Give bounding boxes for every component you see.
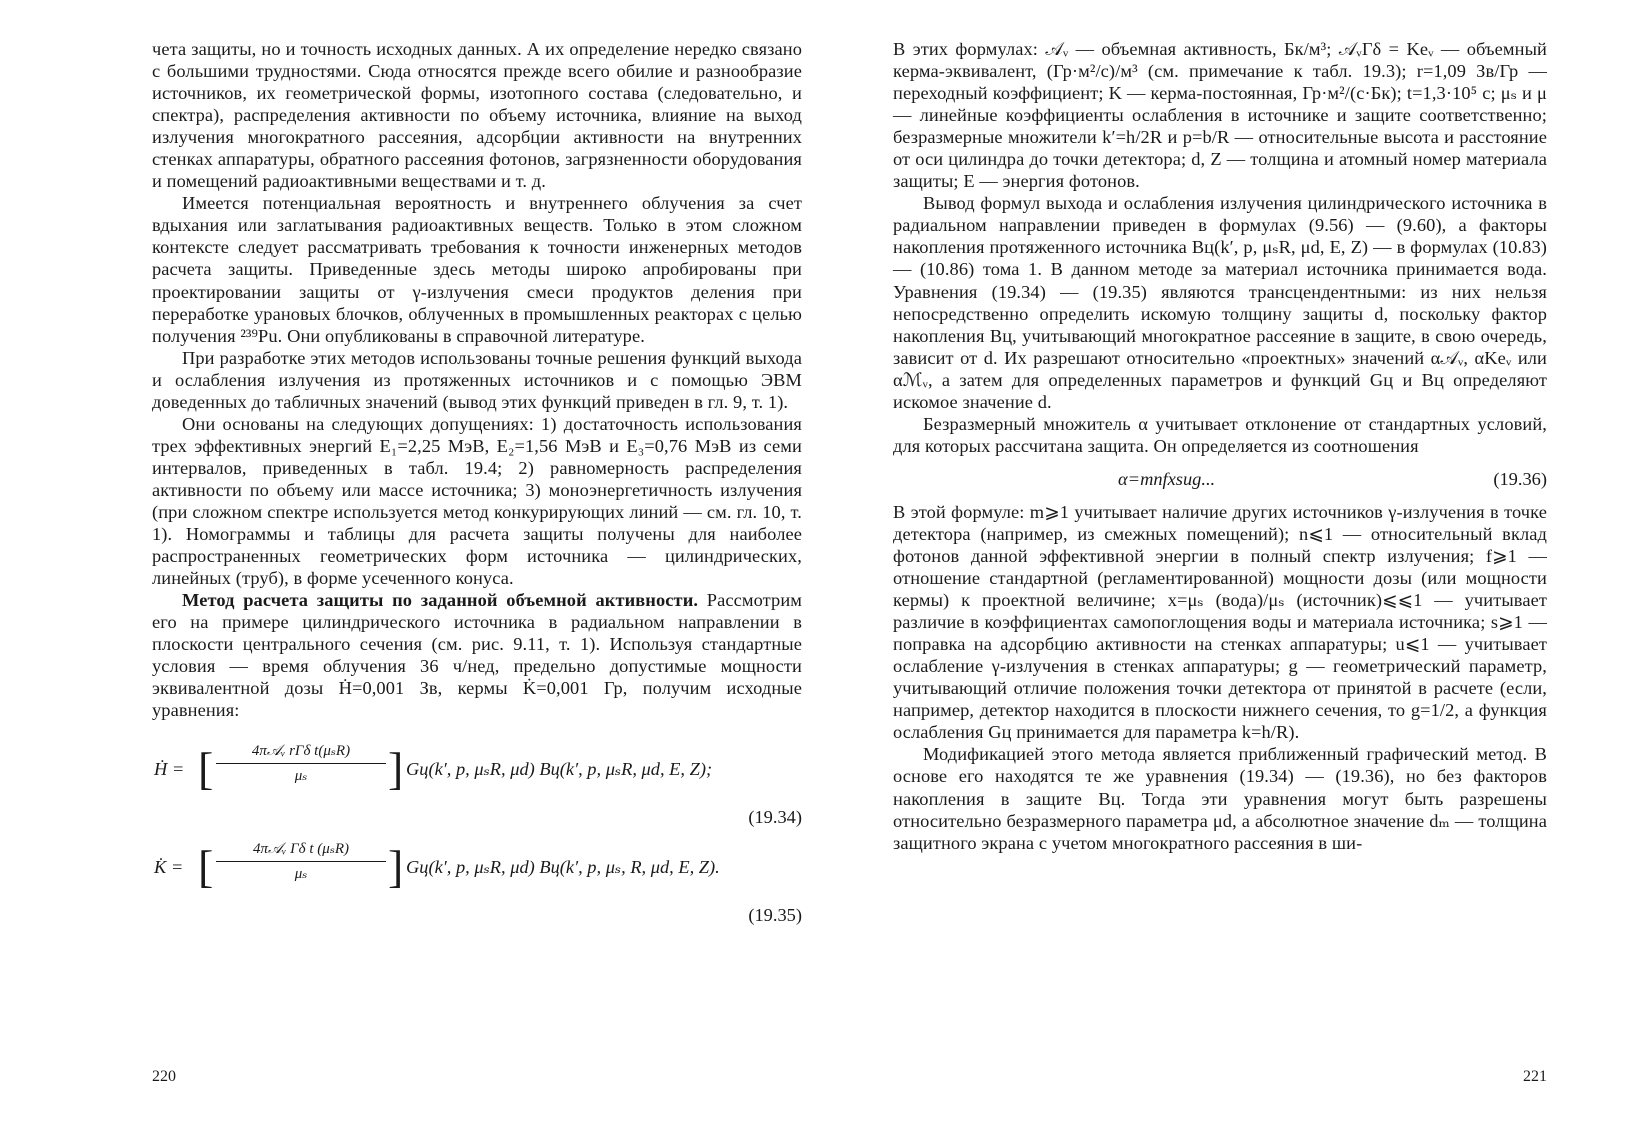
method-paragraph [152, 589, 802, 721]
formula-lhs: Ḣ = [154, 759, 185, 780]
formulas [152, 741, 802, 929]
paragraph: Имеется потенциальная вероятность и внутреннего облучения за счет вдыхания или заглатывания радиоактивных веществ. Только в этом сложном контексте следует рассматривать требования к точности инженерных методов расчета защиты. Приведенные здесь методы широко апробированы при проектировании защиты от γ-излучения смеси продуктов деления при переработке урановых блочков, облученных в промышленных реакторах с целью получения ²³⁹Pu. Они опубликованы в справочной литературе. [152, 193, 802, 346]
right-bracket: ] [388, 743, 404, 795]
paragraph: Они основаны на следующих допущениях: 1) достаточность использования трех эффективных энергий E₁=2,25 МэВ, E₂=1,56 МэВ и E₃=0,76 МэВ из семи интервалов, приведенных в табл. 19.4; 2) равномерность распределения активности по объему или массе источника; 3) моноэнергетичность излучения (при сложном спектре используется метод конкурирующих линий — см. гл. 10, т. 1). Номограммы и таблицы для расчета защиты получены для наиболее распространенных геометрических форм источника — цилиндрических, линейных (труб), в форме усеченного конуса. [152, 413, 802, 589]
paragraph: чета защиты, но и точность исходных данных. А их определение нередко связано с большими трудностями. Сюда относятся прежде всего обилие и разнообразие источников, их геометрической формы, изотопного состава (следовательно, и спектра), распределения активности по объему источника, влияние на выход излучения многократного рассеяния, адсорбции активности на внутренних стенках аппаратуры, обратного рассеяния фотонов, загрязненности оборудования и помещений радиоактивными веществами и т. д. [152, 39, 802, 192]
denominator: μₛ [294, 768, 308, 785]
paragraph: Модификацией этого метода является приближенный графический метод. В основе его находятся те же уравнения (19.34) — (19.36), но без факторов накопления в защите Bц. Тогда эти уравнения могут быть разрешены относительно безразмерного параметра μd, а абсолютное значение dₘ — толщина защитного экрана с учетом многократного рассеяния в ши- [893, 744, 1547, 853]
paragraph: Безразмерный множитель α учитывает отклонение от стандартных условий, для которых рассчитана защита. Он определяется из соотношения [893, 413, 1547, 456]
numerator: 4π𝒜ᵥ Γδ t (μₛR) [216, 839, 386, 862]
fraction [216, 839, 386, 883]
left-page [152, 38, 802, 1128]
paragraph: В этой формуле: m⩾1 учитывает наличие других источников γ-излучения в точке детектора (например, из смежных помещений); n⩽1 — относительный вклад фотонов данной эффективной энергии в полный спектр излучения; f⩾1 — отношение стандартной (регламентированной) мощности дозы (или мощности кермы) к проектной величине; x=μₛ (вода)/μₛ (источник)⩽⩽1 — учитывает различие в коэффициентах самопоглощения воды и материала источника; s⩾1 — поправка на адсорбцию активности на стенках аппаратуры; u⩽1 — учитывает ослабление γ-излучения в стенках аппаратуры; g — геометрический параметр, учитывающий отличие положения точки детектора от принятой в расчете (если, например, детектор находится в плоскости нижнего сечения, то g=1/2, а функция ослабления Gц принимается для параметра k=h/R). [893, 501, 1547, 743]
equation-number: (19.34) [748, 807, 802, 828]
denominator: μₛ [294, 866, 308, 883]
alpha-formula: α=mnfxsug... [1118, 468, 1216, 489]
paragraph: В этих формулах: 𝒜ᵥ — объемная активность, Бк/м³; 𝒜ᵥΓδ = Kеᵥ — объемный керма-эквивалент, (Гр·м²/с)/м³ (см. примечание к табл. 19.3); r=1,09 Зв/Гр — переходный коэффициент; K — керма-постоянная, Гр·м²/(с·Бк); t=1,3·10⁵ с; μₛ и μ — линейные коэффициенты ослабления в источнике и защите соответственно; безразмерные множители k′=h/2R и p=b/R — относительные высота и расстояние от оси цилиндра до точки детектора; d, Z — толщина и атомный номер материала защиты; E — энергия фотонов. [893, 39, 1547, 192]
formula-lhs: K̇ = [154, 857, 184, 878]
left-bracket: [ [198, 841, 214, 893]
method-text: Рассмотрим его на примере цилиндрического источника в радиальном направлении в плоскости центрального сечения (см. рис. 9.11, т. 1). Используя стандартные условия — время облучения 36 ч/нед, предельно допустимые мощности эквивалентной дозы Ḣ=0,001 Зв, кермы K̇=0,001 Гр, получим исходные уравнения: [152, 590, 802, 721]
fraction [216, 741, 386, 785]
section-heading: Метод расчета защиты по заданной объемной активности. [182, 590, 699, 611]
formula-rhs: Gц(k′, p, μₛR, μd) Bц(k′, p, μₛR, μd, E, Z); [406, 759, 713, 780]
page-number: 220 [152, 1068, 176, 1085]
numerator: 4π𝒜ᵥ rΓδ t(μₛR) [216, 741, 386, 764]
left-bracket: [ [198, 743, 214, 795]
page-number: 221 [1523, 1068, 1547, 1085]
formula-19-35 [152, 839, 802, 905]
formula-rhs: Gц(k′, p, μₛR, μd) Bц(k′, p, μₛ, R, μd, E, Z). [406, 857, 720, 878]
paragraph: Вывод формул выхода и ослабления излучения цилиндрического источника в радиальном направлении приведен в формулах (9.56) — (9.60), а факторы накопления протяженного источника Bц(k′, p, μₛR, μd, E, Z) — в формулах (10.83) — (10.86) тома 1. В данном методе за материал источника принимается вода. Уравнения (19.34) — (19.35) являются трансцендентными: из них нельзя непосредственно определить искомую толщину защиты d, поскольку фактор накопления Bц, учитывающий многократное рассеяние в защите, в свою очередь, зависит от d. Их разрешают относительно «проектных» значений α𝒜ᵥ, αKеᵥ или αℳᵥ, а затем для определенных параметров и функций Gц и Bц определяют искомое значение d. [893, 193, 1547, 412]
paragraph: При разработке этих методов использованы точные решения функций выхода и ослабления излучения из протяженных источников и с помощью ЭВМ доведенных до табличных значений (вывод этих функций приведен в гл. 9, т. 1). [152, 347, 802, 412]
right-bracket: ] [388, 841, 404, 893]
formula-19-36 [893, 457, 1547, 501]
equation-number: (19.35) [748, 905, 802, 926]
formula-19-34 [152, 741, 802, 807]
equation-number: (19.36) [1493, 468, 1547, 489]
right-page [893, 38, 1547, 1128]
